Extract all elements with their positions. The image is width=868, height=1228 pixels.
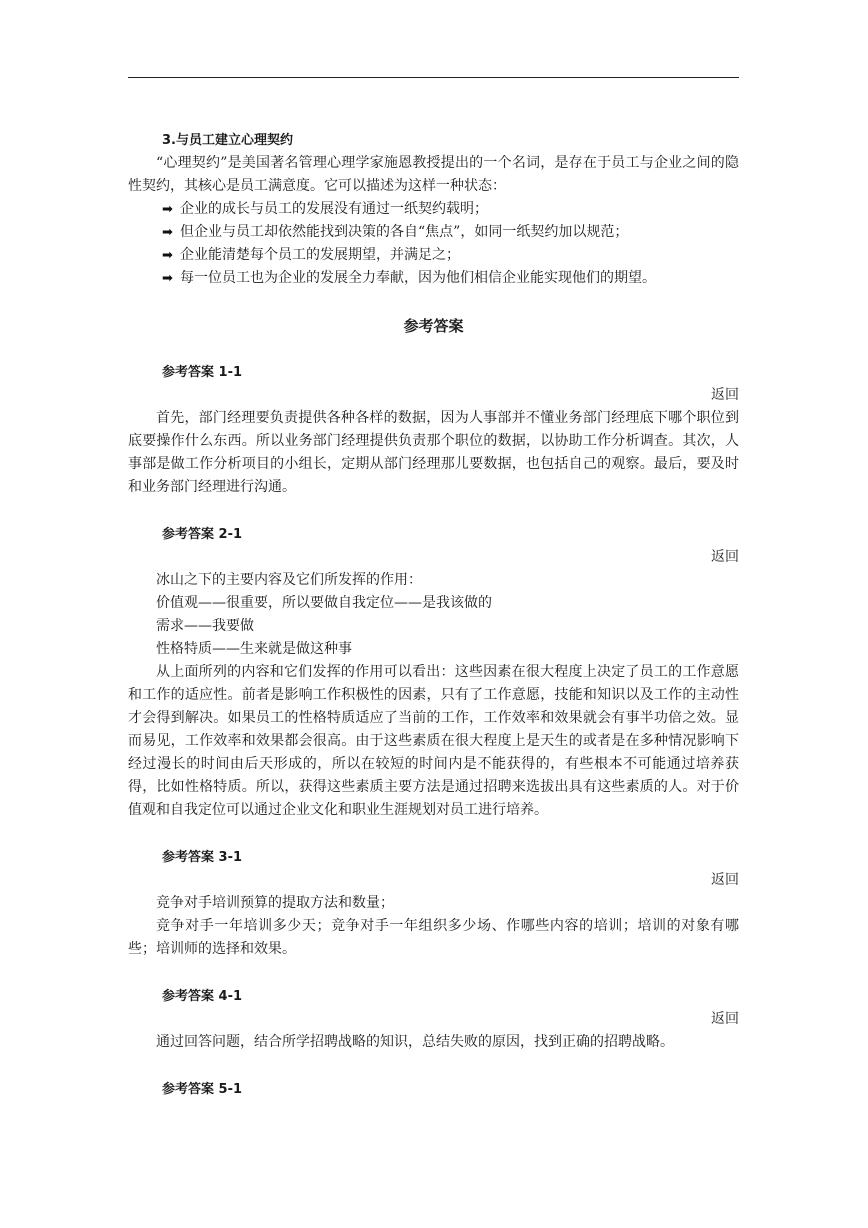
answer-title: 参考答案 3-1 — [162, 850, 243, 865]
answer-line: 需求——我要做 — [156, 618, 254, 634]
page-content — [128, 129, 739, 1101]
bullet-item — [162, 267, 739, 290]
back-link[interactable]: 返回 — [711, 872, 739, 888]
arrow-bullet-icon: ➡ — [162, 248, 173, 263]
answers-title: 参考答案 — [403, 317, 464, 335]
bullet-text: 每一位员工也为企业的发展全力奉献，因为他们相信企业能实现他们的期望。 — [180, 270, 656, 286]
answer-title: 参考答案 1-1 — [162, 365, 243, 380]
answer-line: 性格特质——生来就是做这种事 — [156, 641, 352, 657]
answer-text: 竞争对手一年培训多少天；竞争对手一年组织多少场、作哪些内容的培训；培训的对象有哪些；培训师的选择和效果。 — [128, 918, 739, 957]
header-rule — [128, 77, 739, 78]
answer-title: 参考答案 4-1 — [162, 989, 243, 1004]
answer-1-1 — [128, 361, 739, 499]
arrow-bullet-icon: ➡ — [162, 271, 173, 286]
answer-title: 参考答案 2-1 — [162, 527, 243, 542]
answer-title: 参考答案 5-1 — [162, 1082, 243, 1097]
bullet-item — [162, 221, 739, 244]
answer-5-1 — [128, 1078, 739, 1101]
answer-line: 价值观——很重要，所以要做自我定位——是我该做的 — [156, 595, 492, 611]
bullet-text: 企业的成长与员工的发展没有通过一纸契约载明； — [180, 201, 488, 217]
answer-3-1 — [128, 846, 739, 961]
answer-text: 首先，部门经理要负责提供各种各样的数据，因为人事部并不懂业务部门经理底下哪个职位到底要操作什么东西。所以业务部门经理提供负责那个职位的数据，以协助工作分析调查。其次，人事部是做工作分析项目的小组长，定期从部门经理那儿要数据，也包括自己的观察。最后，要及时和业务部门经理进行沟通。 — [128, 410, 739, 495]
answer-text: 通过回答问题，结合所学招聘战略的知识，总结失败的原因，找到正确的招聘战略。 — [156, 1034, 674, 1050]
back-link[interactable]: 返回 — [711, 549, 739, 565]
answer-4-1 — [128, 985, 739, 1054]
section-intro: “心理契约”是美国著名管理心理学家施恩教授提出的一个名词，是存在于员工与企业之间的隐性契约，其核心是员工满意度。它可以描述为这样一种状态： — [128, 155, 739, 194]
section-heading: 3.与员工建立心理契约 — [162, 133, 293, 148]
answer-2-1 — [128, 523, 739, 822]
answer-line: 冰山之下的主要内容及它们所发挥的作用： — [156, 572, 422, 588]
arrow-bullet-icon: ➡ — [162, 202, 173, 217]
answer-text: 从上面所列的内容和它们发挥的作用可以看出：这些因素在很大程度上决定了员工的工作意愿和工作的适应性。前者是影响工作积极性的因素，只有了工作意愿，技能和知识以及工作的主动性才会得到解决。如果员工的性格特质适应了当前的工作，工作效率和效果就会有事半功倍之效。显而易见，工作效率和效果都会很高。由于这些素质在很大程度上是天生的或者是在多种情况影响下经过漫长的时间由后天形成的，所以在较短的时间内是不能获得的，有些根本不可能通过培养获得，比如性格特质。所以，获得这些素质主要方法是通过招聘来选拔出具有这些素质的人。对于价值观和自我定位可以通过企业文化和职业生涯规划对员工进行培养。 — [128, 664, 739, 818]
bullet-item — [162, 198, 739, 221]
bullet-item — [162, 244, 739, 267]
bullet-text: 企业能清楚每个员工的发展期望，并满足之； — [180, 247, 460, 263]
bullet-text: 但企业与员工却依然能找到决策的各自“焦点”，如同一纸契约加以规范； — [180, 224, 629, 240]
answer-line: 竞争对手培训预算的提取方法和数量； — [156, 895, 394, 911]
back-link[interactable]: 返回 — [711, 387, 739, 403]
arrow-bullet-icon: ➡ — [162, 225, 173, 240]
back-link[interactable]: 返回 — [711, 1011, 739, 1027]
